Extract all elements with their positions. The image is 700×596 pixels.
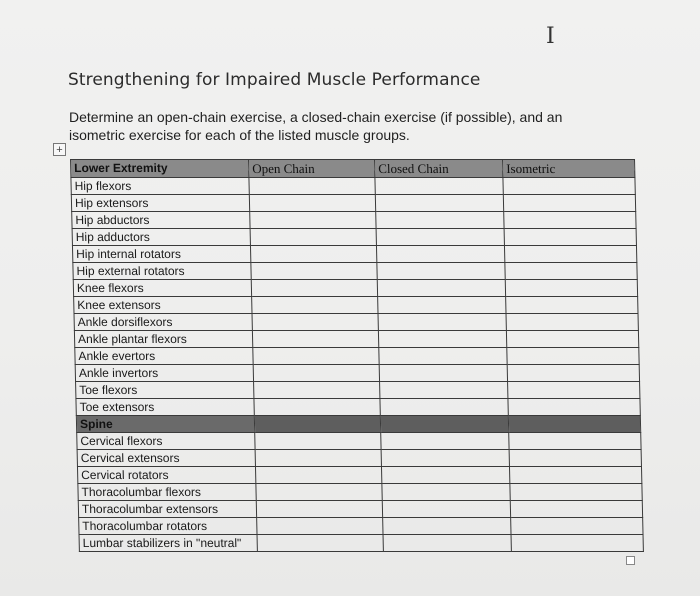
open-chain-cell[interactable] [257, 518, 383, 535]
table-row [71, 178, 635, 195]
open-chain-cell[interactable] [250, 246, 376, 263]
muscle-group-label: Thoracolumbar extensors [78, 501, 256, 518]
closed-chain-cell[interactable] [381, 433, 509, 450]
closed-chain-cell[interactable] [376, 212, 504, 229]
isometric-cell[interactable] [508, 382, 640, 399]
muscle-group-label: Hip flexors [71, 178, 249, 195]
isometric-cell[interactable] [506, 297, 638, 314]
table-row [72, 229, 636, 246]
text-cursor-icon: I [546, 24, 555, 49]
muscle-group-label: Hip adductors [72, 229, 250, 246]
exercise-table-container [70, 159, 643, 552]
closed-chain-cell [380, 416, 508, 433]
closed-chain-cell[interactable] [381, 450, 509, 467]
closed-chain-cell[interactable] [382, 501, 510, 518]
open-chain-cell[interactable] [253, 365, 379, 382]
table-row [78, 484, 642, 501]
table-row [77, 450, 641, 467]
table-row [73, 280, 637, 297]
table-row [77, 467, 641, 484]
isometric-cell[interactable] [504, 212, 636, 229]
column-header-closed-chain: Closed Chain [375, 160, 503, 178]
closed-chain-cell[interactable] [377, 280, 505, 297]
open-chain-cell[interactable] [252, 331, 378, 348]
table-resize-handle[interactable] [626, 556, 635, 565]
open-chain-cell[interactable] [252, 314, 378, 331]
muscle-group-label: Thoracolumbar flexors [78, 484, 256, 501]
isometric-cell[interactable] [505, 263, 637, 280]
muscle-group-label: Thoracolumbar rotators [79, 518, 257, 535]
muscle-group-label: Lumbar stabilizers in "neutral" [79, 535, 257, 552]
closed-chain-cell[interactable] [381, 467, 509, 484]
muscle-group-label: Hip abductors [72, 212, 250, 229]
column-header-isometric: Isometric [503, 160, 635, 178]
muscle-group-label: Knee flexors [73, 280, 251, 297]
muscle-group-label: Toe extensors [76, 399, 254, 416]
table-row [76, 399, 640, 416]
exercise-table [70, 159, 644, 552]
table-row [73, 263, 637, 280]
open-chain-cell[interactable] [251, 263, 377, 280]
closed-chain-cell[interactable] [376, 246, 504, 263]
isometric-cell[interactable] [506, 331, 638, 348]
muscle-group-label: Ankle invertors [75, 365, 253, 382]
closed-chain-cell[interactable] [379, 348, 507, 365]
closed-chain-cell[interactable] [383, 535, 511, 552]
table-row [76, 382, 640, 399]
closed-chain-cell[interactable] [378, 314, 506, 331]
open-chain-cell[interactable] [251, 280, 377, 297]
open-chain-cell[interactable] [249, 195, 375, 212]
page-title: Strengthening for Impaired Muscle Performance [68, 70, 481, 90]
open-chain-cell[interactable] [252, 297, 378, 314]
column-header-lower-extremity: Lower Extremity [71, 160, 249, 178]
closed-chain-cell[interactable] [380, 399, 508, 416]
isometric-cell[interactable] [510, 484, 642, 501]
table-row [75, 348, 639, 365]
open-chain-cell [254, 416, 380, 433]
open-chain-cell[interactable] [255, 467, 381, 484]
muscle-group-label: Hip internal rotators [72, 246, 250, 263]
closed-chain-cell[interactable] [377, 263, 505, 280]
table-row [75, 365, 639, 382]
isometric-cell[interactable] [511, 518, 643, 535]
table-row [78, 501, 642, 518]
isometric-cell[interactable] [505, 280, 637, 297]
open-chain-cell[interactable] [255, 433, 381, 450]
muscle-group-label: Toe flexors [76, 382, 254, 399]
table-row [72, 212, 636, 229]
isometric-cell[interactable] [506, 314, 638, 331]
table-row [77, 433, 641, 450]
closed-chain-cell[interactable] [378, 297, 506, 314]
isometric-cell[interactable] [503, 178, 635, 195]
table-header-row [71, 160, 635, 178]
open-chain-cell[interactable] [253, 348, 379, 365]
muscle-group-label: Hip external rotators [73, 263, 251, 280]
muscle-group-label: Ankle evertors [75, 348, 253, 365]
table-row [74, 297, 638, 314]
muscle-group-label: Hip extensors [71, 195, 249, 212]
muscle-group-label: Cervical flexors [77, 433, 255, 450]
open-chain-cell[interactable] [249, 178, 375, 195]
closed-chain-cell[interactable] [376, 229, 504, 246]
open-chain-cell[interactable] [250, 212, 376, 229]
closed-chain-cell[interactable] [383, 518, 511, 535]
closed-chain-cell[interactable] [378, 331, 506, 348]
muscle-group-label: Ankle dorsiflexors [74, 314, 252, 331]
closed-chain-cell[interactable] [382, 484, 510, 501]
open-chain-cell[interactable] [250, 229, 376, 246]
isometric-cell[interactable] [509, 467, 641, 484]
table-row [79, 518, 643, 535]
isometric-cell[interactable] [511, 535, 643, 552]
table-row [79, 535, 643, 552]
open-chain-cell[interactable] [254, 399, 380, 416]
isometric-cell [508, 416, 640, 433]
closed-chain-cell[interactable] [379, 365, 507, 382]
muscle-group-label: Ankle plantar flexors [74, 331, 252, 348]
open-chain-cell[interactable] [257, 535, 383, 552]
muscle-group-label: Knee extensors [74, 297, 252, 314]
muscle-group-label: Cervical rotators [77, 467, 255, 484]
isometric-cell[interactable] [507, 348, 639, 365]
isometric-cell[interactable] [510, 501, 642, 518]
isometric-cell[interactable] [508, 399, 640, 416]
isometric-cell[interactable] [504, 246, 636, 263]
isometric-cell[interactable] [509, 433, 641, 450]
isometric-cell[interactable] [509, 450, 641, 467]
open-chain-cell[interactable] [255, 450, 381, 467]
isometric-cell[interactable] [504, 229, 636, 246]
column-header-open-chain: Open Chain [249, 160, 375, 178]
instructions-text: Determine an open-chain exercise, a closed-chain exercise (if possible), and an isometric exercise for each of the listed muscle groups. [69, 109, 563, 143]
table-row [74, 331, 638, 348]
table-section-row [76, 416, 640, 433]
open-chain-cell[interactable] [254, 382, 380, 399]
closed-chain-cell[interactable] [375, 195, 503, 212]
open-chain-cell[interactable] [256, 501, 382, 518]
table-row [72, 246, 636, 263]
table-row [71, 195, 635, 212]
closed-chain-cell[interactable] [375, 178, 503, 195]
muscle-group-label: Cervical extensors [77, 450, 255, 467]
isometric-cell[interactable] [507, 365, 639, 382]
open-chain-cell[interactable] [256, 484, 382, 501]
isometric-cell[interactable] [503, 195, 635, 212]
section-label: Spine [76, 416, 254, 433]
table-move-handle-icon[interactable]: + [53, 143, 66, 156]
table-row [74, 314, 638, 331]
closed-chain-cell[interactable] [380, 382, 508, 399]
